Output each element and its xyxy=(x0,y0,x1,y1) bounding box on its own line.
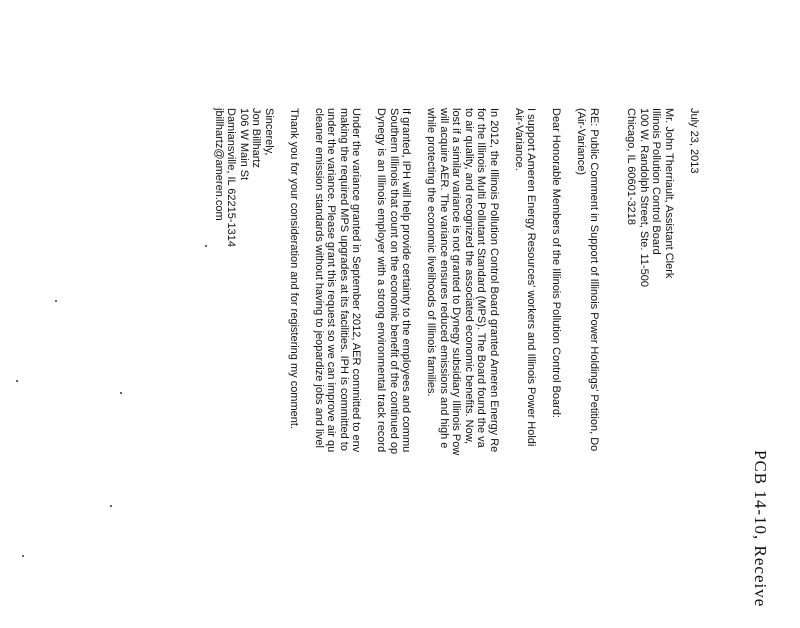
paragraph-line: I support Ameren Energy Resources' workers and Illinois Power Holdi xyxy=(525,108,538,447)
paragraph-line: while protecting the economic livelihoods of Illinois families. xyxy=(425,108,438,397)
recipient-line: Illinois Pollution Control Board xyxy=(650,108,663,255)
signature-email: jbillhartz@ameren.com xyxy=(213,108,225,221)
scan-speck xyxy=(22,555,24,557)
paragraph xyxy=(513,108,538,628)
paragraph-line: lost if a similar variance is not granted to Dynegy subsidiary Illinois Pow xyxy=(450,108,463,456)
signature-address: 106 W Main St xyxy=(238,108,250,181)
paragraph xyxy=(375,108,413,628)
closing: Sincerely, xyxy=(263,108,275,156)
scan-speck xyxy=(55,300,57,302)
scan-speck xyxy=(205,245,207,247)
paragraph-line: for the Illinois Multi Pollutant Standard (MPS). The Board found the va xyxy=(475,108,488,448)
paragraph-line: Dynegy is an Illinois employer with a strong environmental track record xyxy=(375,108,388,453)
salutation: Dear Honorable Members of the Illinois Pollution Control Board: xyxy=(550,108,563,418)
subject-line: RE: Public Comment in Support of Illinois Power Holdings' Petition, Do xyxy=(588,108,600,452)
header-stamp: PCB 14-10, Receive xyxy=(751,450,770,608)
paragraph-line: In 2012, the Illinois Pollution Control Board granted Ameren Energy Re xyxy=(488,108,500,453)
paragraph xyxy=(288,108,301,628)
letter-body xyxy=(213,108,701,628)
paragraph xyxy=(313,108,363,628)
paragraph-line: If granted, IPH will help provide certainty to the employees and commu xyxy=(400,108,413,453)
recipient-line: Mr. John Therriault, Assistant Clerk xyxy=(663,108,675,279)
paragraph-line: Air-Variance. xyxy=(513,108,525,171)
paragraph xyxy=(425,108,500,628)
paragraph-line: cleaner emission standards without having to jeopardize jobs and livel xyxy=(313,108,325,448)
scan-speck xyxy=(110,505,112,507)
paragraph-line: Thank you for your consideration and for registering my comment. xyxy=(288,108,300,429)
recipient-line: Chicago, IL 60601-3218 xyxy=(625,108,638,226)
recipient-block xyxy=(625,108,675,628)
paragraph-line: making the required MPS upgrades at its facilities. IPH is committed to xyxy=(338,108,350,451)
paragraph-line: will acquire AER. The variance ensures reduced emissions and high e xyxy=(438,108,450,449)
paragraph-line: to air quality, and recognized the associated economic benefits. Now, xyxy=(463,108,475,445)
letter-date: July 23, 2013 xyxy=(688,108,700,174)
signature-block xyxy=(213,108,263,628)
paragraph-line: Under the variance granted in September 2012, AER committed to env xyxy=(350,108,363,453)
paragraph-line: under the variance. Please grant this request so we can improve air qu xyxy=(325,108,338,453)
subject-line: (Air-Variance) xyxy=(575,108,588,176)
scan-speck xyxy=(16,380,18,382)
signature-city: Damiansville, IL 62215-1314 xyxy=(225,108,238,248)
scan-speck xyxy=(120,392,122,394)
signature-name: Jon Billhartz xyxy=(250,108,263,168)
subject-block xyxy=(575,108,600,628)
recipient-line: 100 W. Randolph Street, Ste. 11-500 xyxy=(638,108,650,287)
paragraph-line: Southern Illinois that count on the economic benefit of the continued op xyxy=(388,108,400,455)
